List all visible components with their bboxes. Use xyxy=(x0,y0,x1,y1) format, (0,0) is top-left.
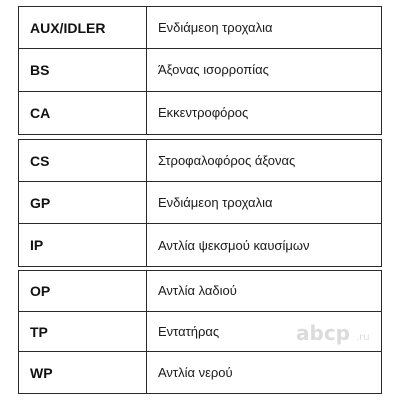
table-row xyxy=(19,7,381,49)
row-description: Αντλία ψεκσμού καυσίμων xyxy=(158,237,310,253)
row-description: Εντατήρας xyxy=(158,324,220,340)
row-description: Αντλία νερού xyxy=(158,365,233,381)
table-row xyxy=(19,182,381,224)
table-row xyxy=(19,224,381,266)
row-description: Εκκεντροφόρος xyxy=(158,105,249,121)
table-row xyxy=(19,92,381,134)
row-description: Αντλία λαδιού xyxy=(158,283,237,299)
svg-text:abcp: abcp xyxy=(296,323,350,345)
table-row xyxy=(19,352,381,393)
watermark-logo xyxy=(296,323,380,345)
table-row xyxy=(19,271,381,312)
row-code: WP xyxy=(19,352,147,393)
watermark-logo-icon xyxy=(296,323,380,345)
row-code: TP xyxy=(19,312,147,352)
row-description: Στροφαλοφόρος άξονας xyxy=(158,153,296,168)
row-code: CA xyxy=(19,92,147,134)
legend-group-2 xyxy=(18,139,382,267)
table-row xyxy=(19,49,381,91)
row-code: BS xyxy=(19,49,147,90)
table-row xyxy=(19,140,381,182)
row-code: CS xyxy=(19,140,147,181)
row-description: Ενδιάμεοη τροχαλια xyxy=(158,20,273,36)
row-code: OP xyxy=(19,271,147,311)
legend-group-1 xyxy=(18,6,382,135)
row-code: IP xyxy=(19,224,147,266)
svg-text:.ru: .ru xyxy=(356,332,370,343)
row-code: AUX/IDLER xyxy=(19,7,147,48)
row-description: Άξονας ισορροπίας xyxy=(158,62,269,78)
row-code: GP xyxy=(19,182,147,223)
row-description: Ενδιάμεοη τροχαλια xyxy=(158,195,273,210)
